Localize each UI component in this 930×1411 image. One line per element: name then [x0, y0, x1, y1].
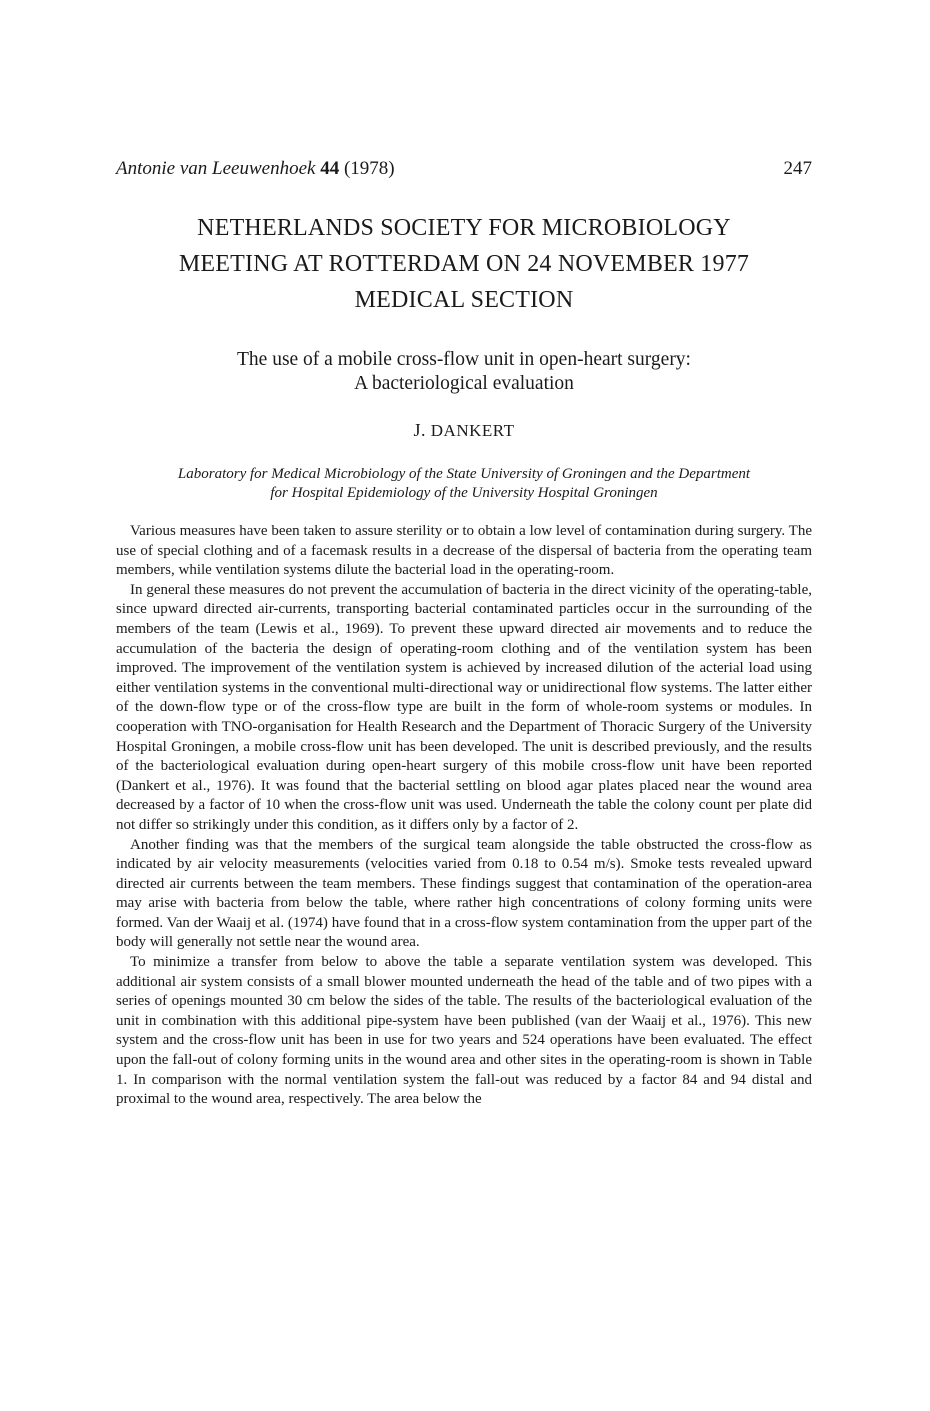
paragraph-1: Various measures have been taken to assure sterility or to obtain a low level of contamination during surgery. The use of special clothing and of a facemask results in a decrease of the dispersal of bacteria from the operating team members, while ventilation systems dilute the bacterial load in the operating-room.	[116, 523, 812, 579]
society-line-1: NETHERLANDS SOCIETY FOR MICROBIOLOGY	[197, 215, 731, 241]
society-line-2: MEETING AT ROTTERDAM ON 24 NOVEMBER 1977	[178, 251, 750, 277]
article-title	[116, 348, 812, 396]
article-title-line-2: A bacteriological evaluation	[354, 373, 574, 394]
author-surname: DANKERT	[430, 421, 515, 440]
journal-name: Antonie van Leeuwenhoek	[116, 158, 316, 179]
society-heading	[116, 210, 812, 318]
society-line-3: MEDICAL SECTION	[354, 287, 574, 313]
body-text	[116, 522, 812, 1110]
journal-volume: 44	[320, 158, 340, 179]
paragraph-4: To minimize a transfer from below to above the table a separate ventilation system was developed. This additional air system consists of a small blower mounted underneath the head of the table and of two pipes with a series of openings mounted 30 cm below the sides of the table. The results of the bacteriological evaluation of the unit in combination with this additional pipe-system have been published (van der Waaij et al., 1976). This new system and the cross-flow unit has been in use for two years and 524 operations have been evaluated. The effect upon the fall-out of colony forming units in the wound area and other sites in the operating-room is shown in Table 1. In comparison with the normal ventilation system the fall-out was reduced by a factor 84 and 94 distal and proximal to the wound area, respectively. The area below the	[116, 954, 812, 1108]
author-initial: J.	[413, 420, 427, 440]
paragraph-2: In general these measures do not prevent the accumulation of bacteria in the direct vicinity of the operating-table, since upward directed air-currents, transporting bacterial contaminated particles occur in the surrounding of the members of the team (Lewis et al., 1969). To prevent these upward directed air movements and to reduce the accumulation of the bacteria the design of operating-room clothing and of the ventilation system has been improved. The improvement of the ventilation system is achieved by increased dilution of the acterial load using either ventilation systems in the conventional multi-directional way or unidirectional flow systems. The latter either of the down-flow type or of the cross-flow type are built in the form of whole-room systems or modules. In cooperation with TNO-organisation for Health Research and the Department of Thoracic Surgery of the University Hospital Groningen, a mobile cross-flow unit has been developed. The unit is described previously, and the results of the bacteriological evaluation during open-heart surgery of this mobile cross-flow unit have been reported (Dankert et al., 1976). It was found that the bacterial settling on blood agar plates placed near the wound area decreased by a factor of 10 when the cross-flow unit was used. Underneath the table the colony count per plate did not differ so strikingly under this condition, as it differs only by a factor of 2.	[116, 581, 812, 833]
journal-citation	[116, 158, 395, 180]
page-number: 247	[783, 158, 812, 179]
running-head	[116, 158, 812, 188]
author	[116, 420, 812, 441]
paper-page	[116, 158, 812, 1110]
journal-year: (1978)	[343, 158, 395, 179]
affiliation-line-1: Laboratory for Medical Microbiology of the State University of Groningen and the Department	[177, 466, 751, 482]
paragraph-3: Another finding was that the members of the surgical team alongside the table obstructed the cross-flow as indicated by air velocity measurements (velocities varied from 0.18 to 0.54 m/s). Smoke tests revealed upward directed air currents between the team members. These findings suggest that contamination of the operation-area may arise with bacteria from below the table, where rather high concentrations of colony forming units were formed. Van der Waaij et al. (1974) have found that in a cross-flow system contamination from the upper part of the body will generally not settle near the wound area.	[116, 836, 812, 951]
affiliation	[116, 465, 812, 503]
article-title-line-1: The use of a mobile cross-flow unit in open-heart surgery:	[237, 349, 691, 370]
affiliation-line-2: for Hospital Epidemiology of the University Hospital Groningen	[270, 485, 658, 501]
